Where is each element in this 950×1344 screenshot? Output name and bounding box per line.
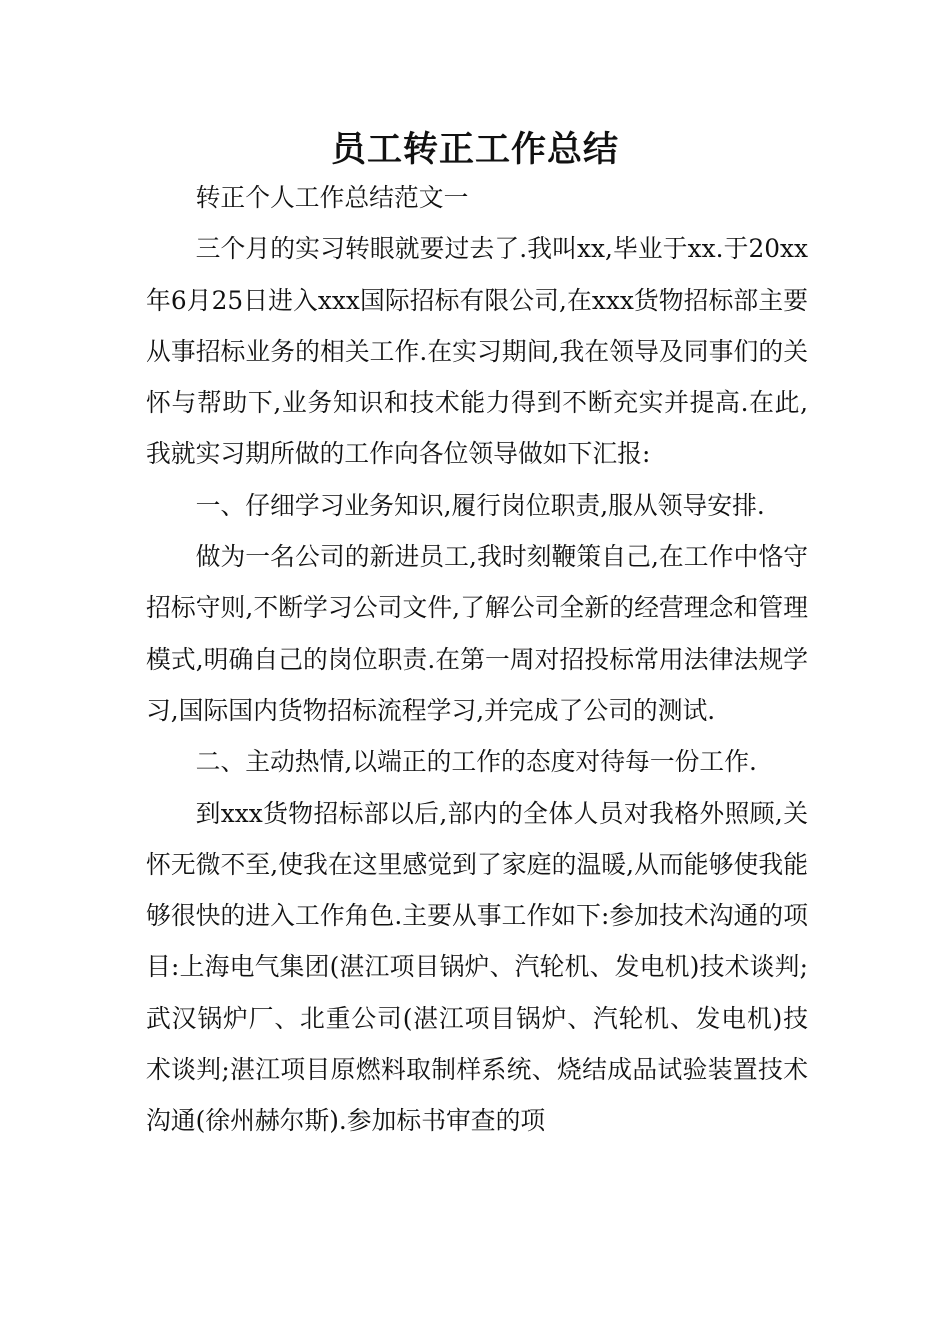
section-heading-2: 二、主动热情,以端正的工作的态度对待每一份工作. <box>195 747 757 777</box>
section-paragraph-1: 做为一名公司的新进员工,我时刻鞭策自己,在工作中恪守招标守则,不断学习公司文件,了解公司全新的经营理念和管理模式,明确自己的岗位职责.在第一周对招投标常用法律法规学习,国际国内货物招标流程学习,并完成了公司的测试. <box>146 542 808 725</box>
document-body <box>146 172 808 1147</box>
subtitle-paragraph: 转正个人工作总结范文一 <box>195 183 469 212</box>
section-heading-1: 一、仔细学习业务知识,履行岗位职责,服从领导安排. <box>195 490 765 520</box>
document-title: 员工转正工作总结 <box>330 130 619 170</box>
section-paragraph-2: 到xxx货物招标部以后,部内的全体人员对我格外照顾,关怀无微不至,使我在这里感觉到了家庭的温暖,从而能够使我能够很快的进入工作角色.主要从事工作如下:参加技术沟通的项目:上海电气集团(湛江项目锅炉、汽轮机、发电机)技术谈判;武汉锅炉厂、北重公司(湛江项目锅炉、汽轮机、发电机)技术谈判;湛江项目原燃料取制样系统、烧结成品试验装置技术沟通(徐州赫尔斯).参加标书审查的项 <box>146 798 808 1136</box>
intro-paragraph: 三个月的实习转眼就要过去了.我叫xx,毕业于xx.于20xx年6月25日进入xxx国际招标有限公司,在xxx货物招标部主要从事招标业务的相关工作.在实习期间,我在领导及同事们的关怀与帮助下,业务知识和技术能力得到不断充实并提高.在此,我就实习期所做的工作向各位领导做如下汇报: <box>146 234 808 469</box>
